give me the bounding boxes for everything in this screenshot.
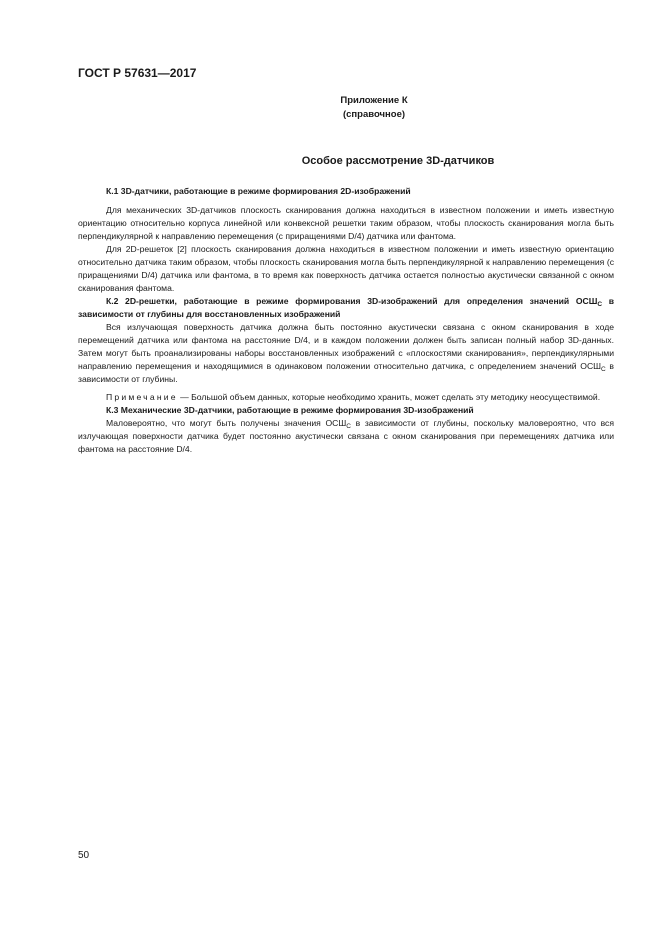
section-k3-paragraph-1	[78, 417, 614, 456]
note-text: — Большой объем данных, которые необходимо хранить, может сделать эту методику неосуществимой.	[177, 392, 601, 402]
appendix-note: (справочное)	[342, 109, 406, 120]
section-k1-paragraph-2: Для 2D-решеток [2] плоскость сканирования должна находиться в известном положении и иметь известную ориентацию относительно датчика таким образом, чтобы плоскость сканирования могла быть перпендикулярной к направлению перемещения (с приращениями D/4) датчика или фантома, в то время как поверхность датчика остается полностью акустически связанной с окном сканирования фантома.	[78, 244, 614, 293]
section-k2-paragraph-text: Вся излучающая поверхность датчика должна быть постоянно акустически связана с окном сканирования в ходе перемещений датчика или фантома на расстояние D/4, и в каждом положении должен быть записан полный набор 3D-данных. Затем могут быть проанализированы наборы восстановленных изображений с «плоскостями сканирования», перпендикулярными направлению перемещения и находящимися в одинаковом положении относительно датчика, с определением значений ОСШ	[78, 322, 614, 371]
section-k3-paragraph-text: Маловероятно, что могут быть получены значения ОСШ	[106, 418, 347, 428]
section-k3-paragraph-tail: в зависимости от глубины, поскольку маловероятно, что вся излучающая поверхности датчика будет постоянно акустически связана с окном сканирования при перемещениях датчика или фантома на расстояние D/4.	[78, 418, 614, 454]
appendix-title: Особое рассмотрение 3D-датчиков	[301, 155, 495, 167]
section-k1-heading: К.1 3D-датчики, работающие в режиме формирования 2D-изображений	[106, 186, 411, 196]
note-label: Примечание	[106, 392, 178, 402]
section-k2-paragraph-1	[78, 321, 614, 386]
document-body	[78, 185, 614, 456]
section-k3-paragraph-subscript: С	[346, 423, 351, 430]
appendix-label: Приложение К	[340, 95, 408, 106]
section-k1-paragraph-1: Для механических 3D-датчиков плоскость сканирования должна находиться в известном положении и иметь известную ориентацию относительно корпуса линейной или конвексной решетки таким образом, чтобы плоскость сканирования могла быть перпендикулярной к направлению перемещения (с приращениями D/4) датчика или фантома.	[78, 205, 614, 241]
section-k2-paragraph-subscript: С	[601, 366, 606, 373]
section-k2-heading-text: К.2 2D-решетки, работающие в режиме формирования 3D-изображений для определения значений ОСШ	[106, 296, 598, 306]
section-k2-heading-subscript: С	[597, 301, 603, 308]
page-number: 50	[78, 850, 90, 861]
section-k2-heading	[78, 295, 614, 321]
document-id: ГОСТ Р 57631—2017	[78, 66, 197, 80]
section-k2-paragraph-tail: в зависимости от глубины.	[78, 361, 614, 384]
appendix-header	[300, 94, 448, 122]
section-k3-heading: К.3 Механические 3D-датчики, работающие в режиме формирования 3D-изображений	[106, 405, 474, 415]
section-k2-heading-tail: в зависимости от глубины для восстановленных изображений	[78, 296, 614, 319]
section-k2-note	[78, 391, 614, 404]
